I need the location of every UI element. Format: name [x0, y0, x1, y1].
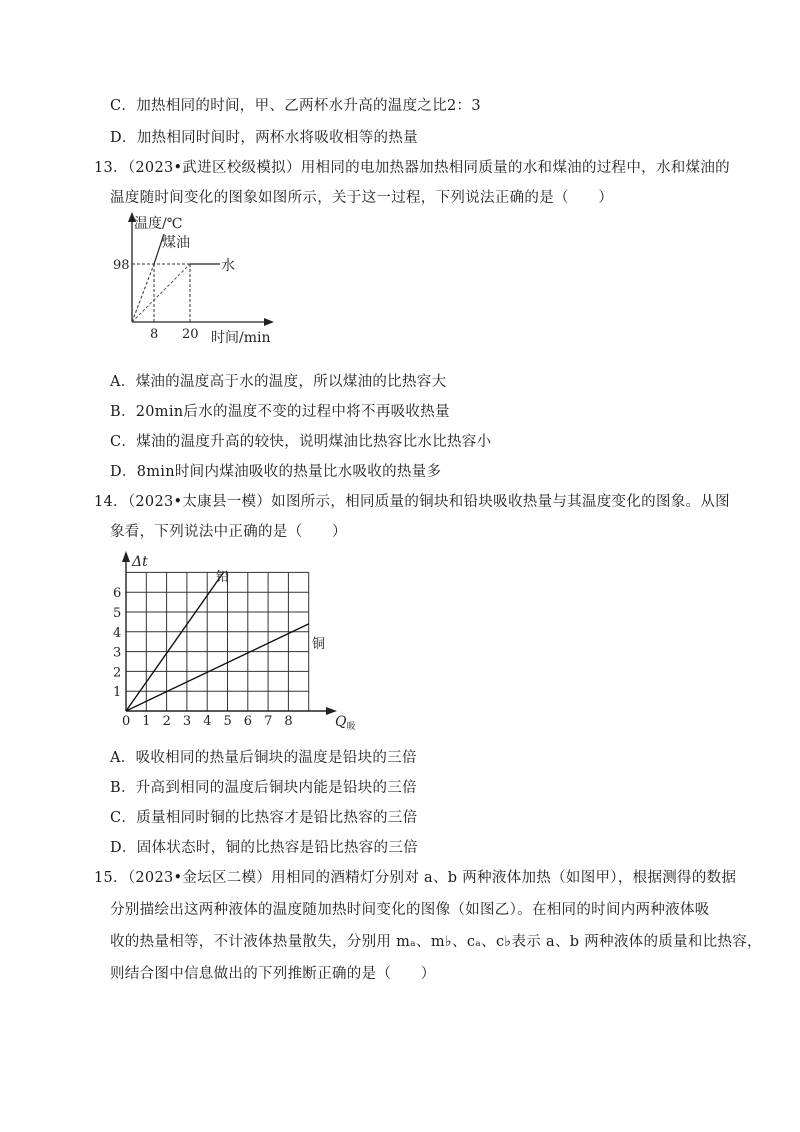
- q13-option-b: B．20min后水的温度不变的过程中将不再吸收热量: [110, 404, 450, 420]
- q12-option-d: D．加热相同时间时，两杯水将吸收相等的热量: [110, 130, 418, 146]
- q14-stem-line1: 14．（2023•太康县一模）如图所示，相同质量的铜块和铅块吸收热量与其温度变化的图象。从图: [94, 494, 730, 510]
- q14-heat-temperature-graph: [106, 548, 376, 738]
- q15-stem-line2: 分别描绘出这两种液体的温度随加热时间变化的图像（如图乙）。在相同的时间内两种液体吸: [110, 902, 710, 918]
- q12-option-c: C．加热相同的时间，甲、乙两杯水升高的温度之比2：3: [110, 98, 481, 114]
- q14-y-tick-label: 4: [113, 625, 122, 641]
- q15-stem-line4: 则结合图中信息做出的下列推断正确的是（ ）: [110, 966, 436, 982]
- q14-tick-labels: [113, 586, 293, 729]
- q13-x-axis-arrow: [264, 318, 274, 326]
- q14-x-tick-label: 1: [142, 714, 151, 729]
- q14-series-lines: [126, 572, 309, 711]
- q14-copper-label: 铜: [312, 637, 326, 652]
- q13-temperature-time-graph: [108, 208, 288, 350]
- q13-y-tick-98: 98: [113, 258, 130, 273]
- q14-x-tick-label: 8: [284, 714, 293, 729]
- q14-y-tick-label: 2: [113, 665, 122, 681]
- q13-stem-line2: 温度随时间变化的图象如图所示，关于这一过程，下列说法正确的是（ ）: [110, 190, 614, 206]
- q14-y-axis-arrow: [122, 551, 130, 562]
- q13-kerosene-label: 煤油: [162, 235, 190, 251]
- q13-x-label: 时间/min: [211, 330, 271, 346]
- q14-x-tick-label: 6: [243, 714, 253, 729]
- q14-y-tick-label: 3: [113, 645, 122, 661]
- q14-origin-label: 0: [122, 714, 131, 729]
- q13-y-label: 温度/℃: [134, 216, 183, 232]
- q14-y-tick-label: 6: [113, 586, 122, 602]
- q15-stem-line1: 15．（2023•金坛区二模）用相同的酒精灯分别对 a、b 两种液体加热（如图甲），根据测得的数据: [94, 870, 737, 886]
- q14-x-label-sub: 吸: [346, 722, 356, 732]
- q13-x-tick-8: 8: [150, 327, 159, 342]
- q14-y-tick-label: 1: [113, 685, 122, 701]
- q13-option-d: D．8min时间内煤油吸收的热量比水吸收的热量多: [110, 464, 442, 480]
- q14-lead-label: 铅: [216, 570, 230, 585]
- q13-kerosene-line-a: [132, 264, 154, 322]
- q13-water-line: [132, 264, 190, 322]
- q14-x-tick-label: 7: [264, 714, 273, 729]
- q14-lead-line: [126, 572, 223, 711]
- q14-x-tick-label: 2: [162, 714, 171, 729]
- q13-stem-line1: 13．（2023•武进区校级模拟）用相同的电加热器加热相同质量的水和煤油的过程中，水和煤油的: [94, 160, 730, 176]
- q14-stem-line2: 象看，下列说法中正确的是（ ）: [110, 524, 347, 540]
- q13-water-label: 水: [221, 258, 235, 274]
- q14-x-label: [335, 714, 356, 732]
- q14-x-tick-label: 4: [203, 714, 212, 729]
- q15-stem-line3: 收的热量相等，不计液体热量散失，分别用 mₐ、m♭、cₐ、c♭表示 a、b 两种液体的质量和比热容，: [110, 934, 762, 950]
- q14-y-tick-label: 5: [113, 606, 122, 621]
- q13-option-a: A．煤油的温度高于水的温度，所以煤油的比热容大: [110, 374, 447, 390]
- q14-option-d: D．固体状态时，铜的比热容是铅比热容的三倍: [110, 840, 418, 856]
- q14-y-label: Δt: [132, 554, 148, 570]
- q14-x-tick-label: 5: [223, 714, 232, 729]
- q14-grid: [126, 572, 309, 711]
- q14-x-label-main: Q: [335, 714, 347, 730]
- q14-option-a: A．吸收相同的热量后铜块的温度是铅块的三倍: [110, 750, 417, 766]
- q14-x-tick-label: 3: [182, 714, 192, 729]
- q13-option-c: C．煤油的温度升高的较快，说明煤油比热容比水比热容小: [110, 434, 492, 450]
- q13-x-tick-20: 20: [182, 327, 199, 342]
- q14-option-b: B．升高到相同的温度后铜块内能是铅块的三倍: [110, 780, 417, 796]
- q14-option-c: C．质量相同时铜的比热容才是铅比热容的三倍: [110, 810, 418, 826]
- q14-copper-line: [126, 624, 309, 711]
